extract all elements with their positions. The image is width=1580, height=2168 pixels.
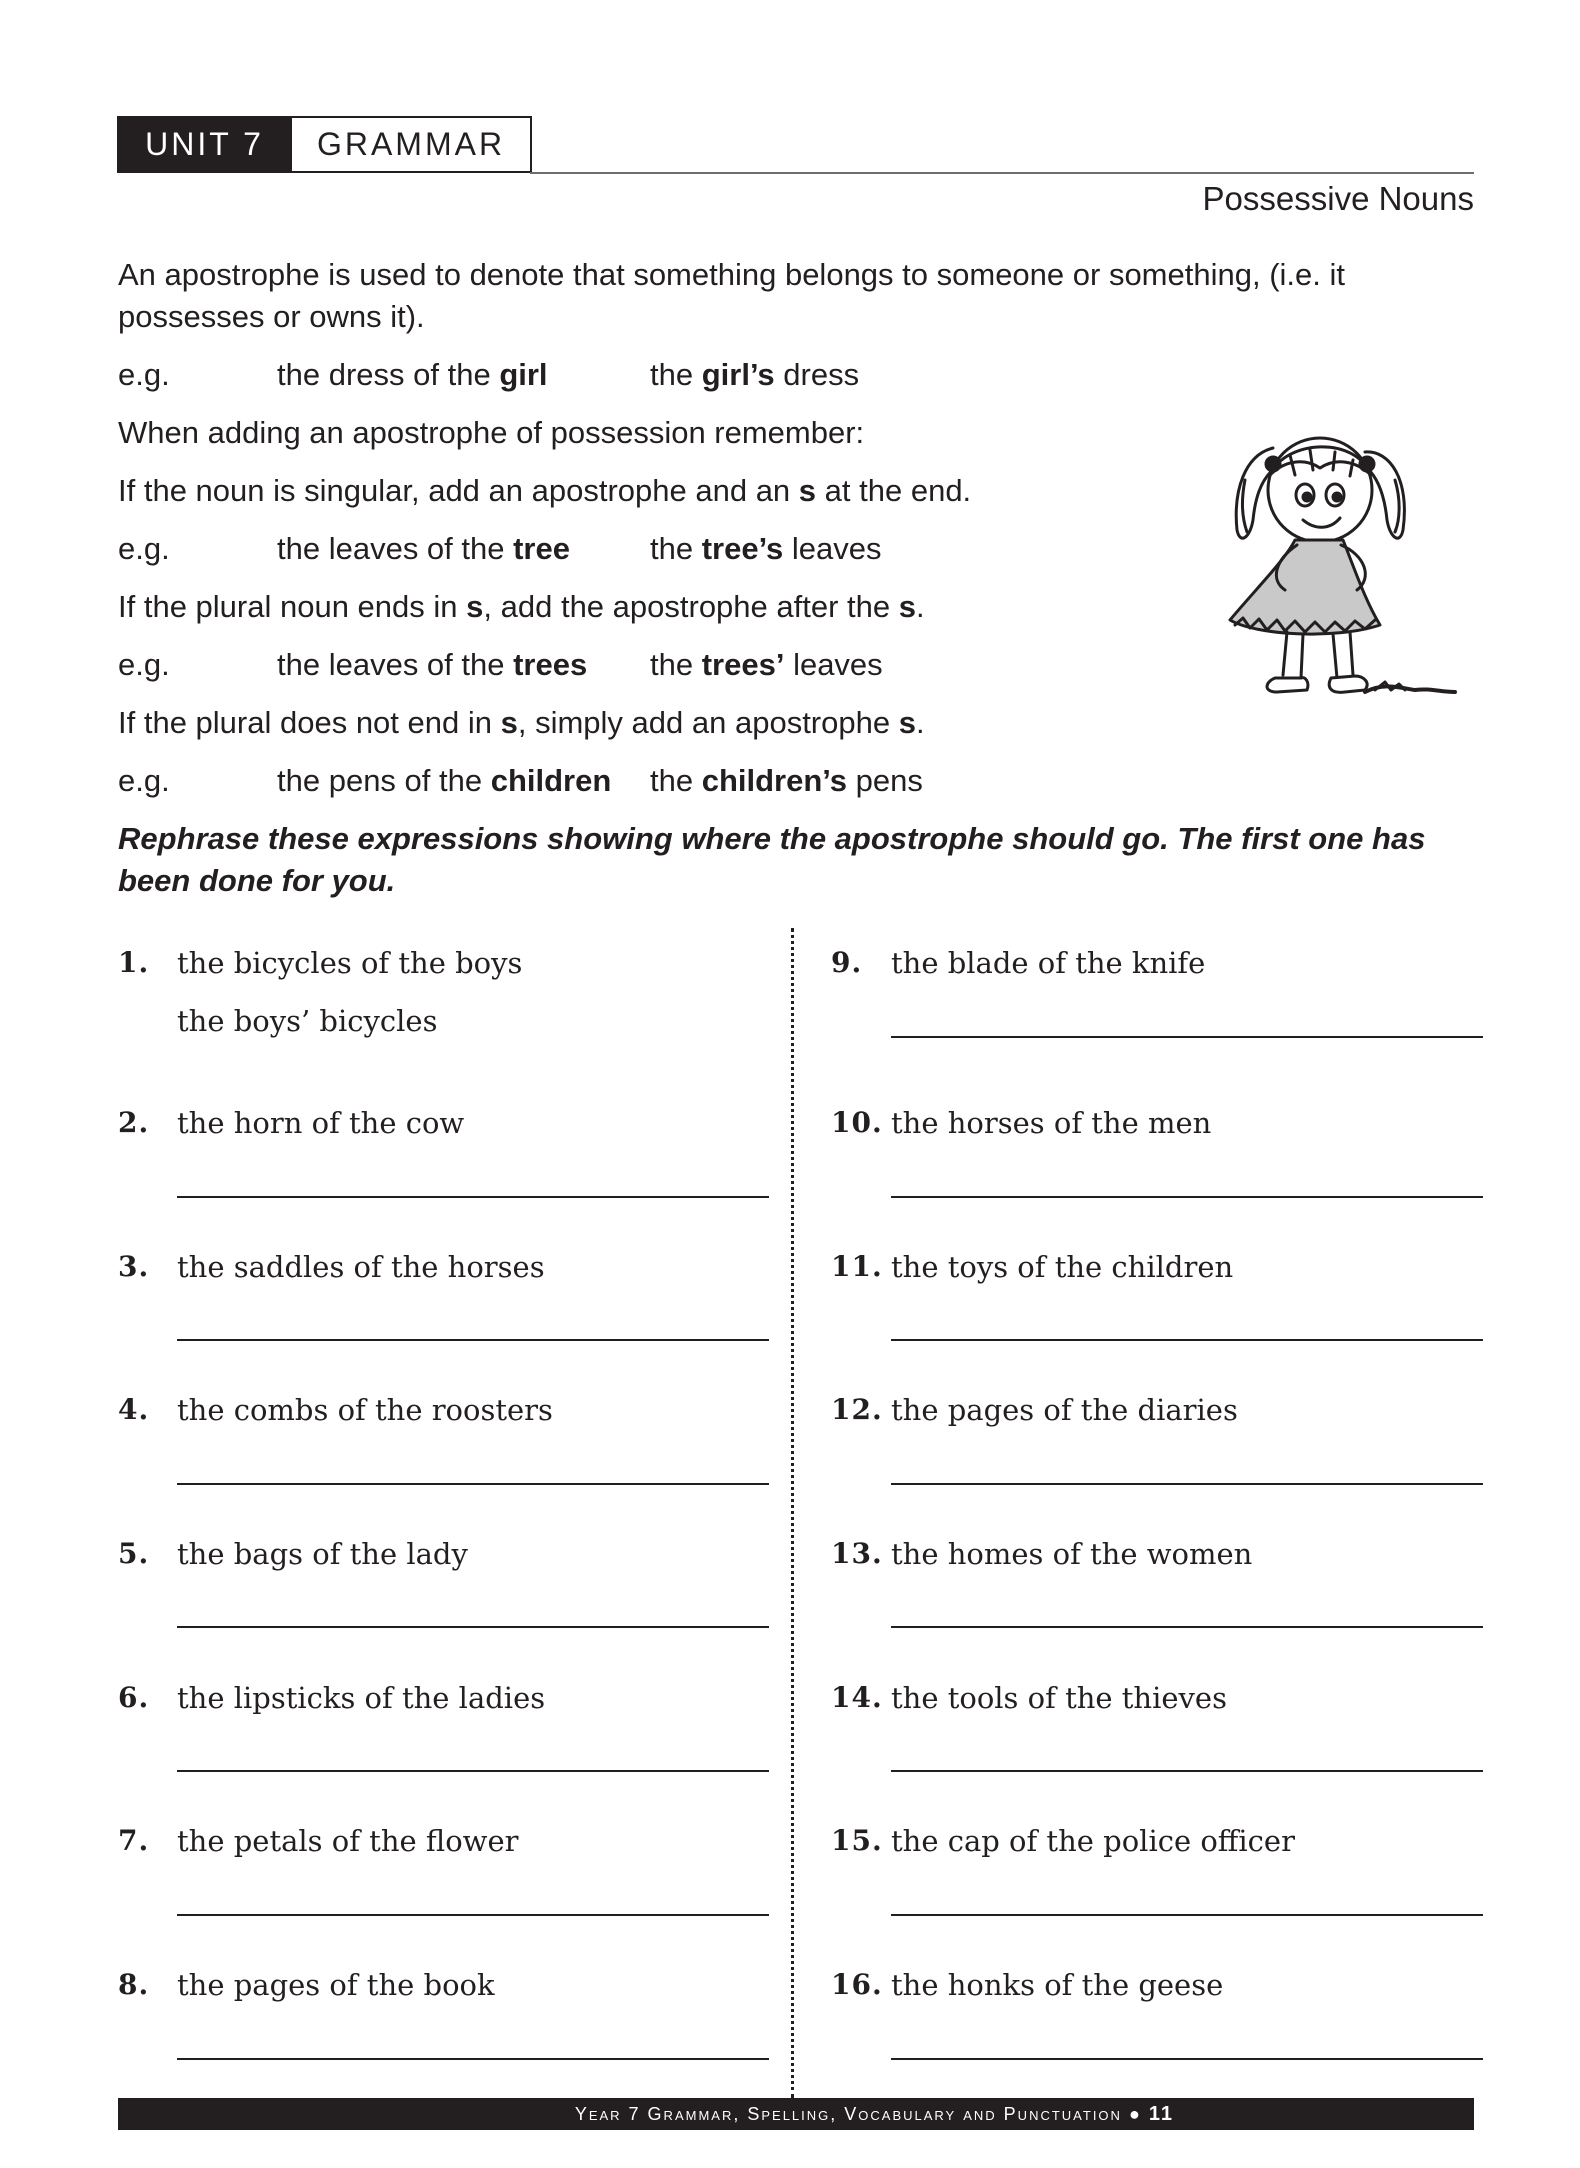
page-title: Possessive Nouns: [1202, 180, 1474, 217]
column-divider: [791, 928, 794, 2098]
exercise-prompt: the homes of the women: [891, 1537, 1253, 1571]
exercise-number: 16.: [831, 1968, 883, 2001]
remember-line: When adding an apostrophe of possession remember:: [118, 415, 865, 450]
exercise-prompt: the horn of the cow: [177, 1106, 465, 1140]
footer-bar: [118, 2098, 1474, 2130]
exercise-number: 10.: [831, 1106, 883, 1139]
exercise-number: 11.: [831, 1250, 883, 1283]
example-label: e.g.: [118, 763, 170, 798]
example-label: e.g.: [118, 357, 170, 392]
answer-line[interactable]: [891, 1196, 1483, 1198]
rule-1: If the noun is singular, add an apostrophe and an s at the end.: [118, 473, 972, 508]
example-label: e.g.: [118, 647, 170, 682]
exercise-number: 5.: [118, 1537, 150, 1570]
exercise-number: 12.: [831, 1393, 883, 1426]
answer-line[interactable]: [177, 1483, 769, 1485]
exercise-prompt: the toys of the children: [891, 1250, 1234, 1284]
girl-illustration: [1215, 420, 1460, 710]
exercise-number: 4.: [118, 1393, 150, 1426]
unit-label: UNIT 7: [117, 116, 292, 173]
answer-line[interactable]: [177, 1770, 769, 1772]
exercise-number: 9.: [831, 946, 863, 979]
exercise-number: 15.: [831, 1824, 883, 1857]
exercise-number: 3.: [118, 1250, 150, 1283]
example-4-possessive: the children’s pens: [650, 763, 923, 798]
example-4-phrase: the pens of the children: [277, 763, 612, 798]
exercise-number: 2.: [118, 1106, 150, 1139]
exercise-prompt: the pages of the diaries: [891, 1393, 1238, 1427]
section-label: GRAMMAR: [292, 116, 532, 173]
header-rule: [530, 172, 1474, 174]
exercise-prompt: the saddles of the horses: [177, 1250, 545, 1284]
answer-line[interactable]: [177, 1339, 769, 1341]
answer-line[interactable]: [891, 1036, 1483, 1038]
example-2-possessive: the tree’s leaves: [650, 531, 882, 566]
exercise-prompt: the tools of the thieves: [891, 1681, 1227, 1715]
exercise-prompt: the lipsticks of the ladies: [177, 1681, 546, 1715]
instruction-text: Rephrase these expressions showing where the apostrophe should go. The first one has been done for you.: [118, 821, 1426, 898]
exercise-number: 1.: [118, 946, 150, 979]
answer-line[interactable]: [891, 2058, 1483, 2060]
exercise-prompt: the combs of the roosters: [177, 1393, 553, 1427]
exercise-prompt: the pages of the book: [177, 1968, 495, 2002]
answer-line[interactable]: [177, 1626, 769, 1628]
exercise-prompt: the blade of the knife: [891, 946, 1206, 980]
exercise-number: 14.: [831, 1681, 883, 1714]
example-3-possessive: the trees’ leaves: [650, 647, 883, 682]
exercise-prompt: the cap of the police officer: [891, 1824, 1295, 1858]
answer-line[interactable]: [891, 1626, 1483, 1628]
exercise-number: 13.: [831, 1537, 883, 1570]
exercise-number: 8.: [118, 1968, 150, 2001]
intro-line-1: An apostrophe is used to denote that something belongs to someone or something, (i.e. it: [118, 257, 1345, 292]
exercise-prompt: the bicycles of the boys: [177, 946, 523, 980]
example-1-possessive: the girl’s dress: [650, 357, 860, 392]
answer-line[interactable]: [891, 1770, 1483, 1772]
example-1-phrase: the dress of the girl: [277, 357, 548, 392]
exercise-prompt: the bags of the lady: [177, 1537, 468, 1571]
example-3-phrase: the leaves of the trees: [277, 647, 588, 682]
bullet-icon: ●: [1128, 2104, 1142, 2124]
answer-line[interactable]: [177, 1914, 769, 1916]
answer-line[interactable]: [891, 1483, 1483, 1485]
rule-2: If the plural noun ends in s, add the apostrophe after the s.: [118, 589, 925, 624]
exercise-number: 6.: [118, 1681, 150, 1714]
exercise-prompt: the honks of the geese: [891, 1968, 1224, 2002]
exercise-prompt: the horses of the men: [891, 1106, 1212, 1140]
answer-line[interactable]: [177, 1196, 769, 1198]
footer-title: Year 7 Grammar, Spelling, Vocabulary and Punctuation: [574, 2104, 1122, 2124]
page-number: 11: [1148, 2103, 1174, 2125]
example-2-phrase: the leaves of the tree: [277, 531, 570, 566]
exercise-number: 7.: [118, 1824, 150, 1857]
intro-line-2: possesses or owns it).: [118, 299, 425, 334]
exercise-answer-example: the boys’ bicycles: [177, 1004, 438, 1038]
answer-line[interactable]: [891, 1339, 1483, 1341]
exercise-prompt: the petals of the flower: [177, 1824, 519, 1858]
example-label: e.g.: [118, 531, 170, 566]
answer-line[interactable]: [177, 2058, 769, 2060]
rule-3: If the plural does not end in s, simply add an apostrophe s.: [118, 705, 925, 740]
answer-line[interactable]: [891, 1914, 1483, 1916]
